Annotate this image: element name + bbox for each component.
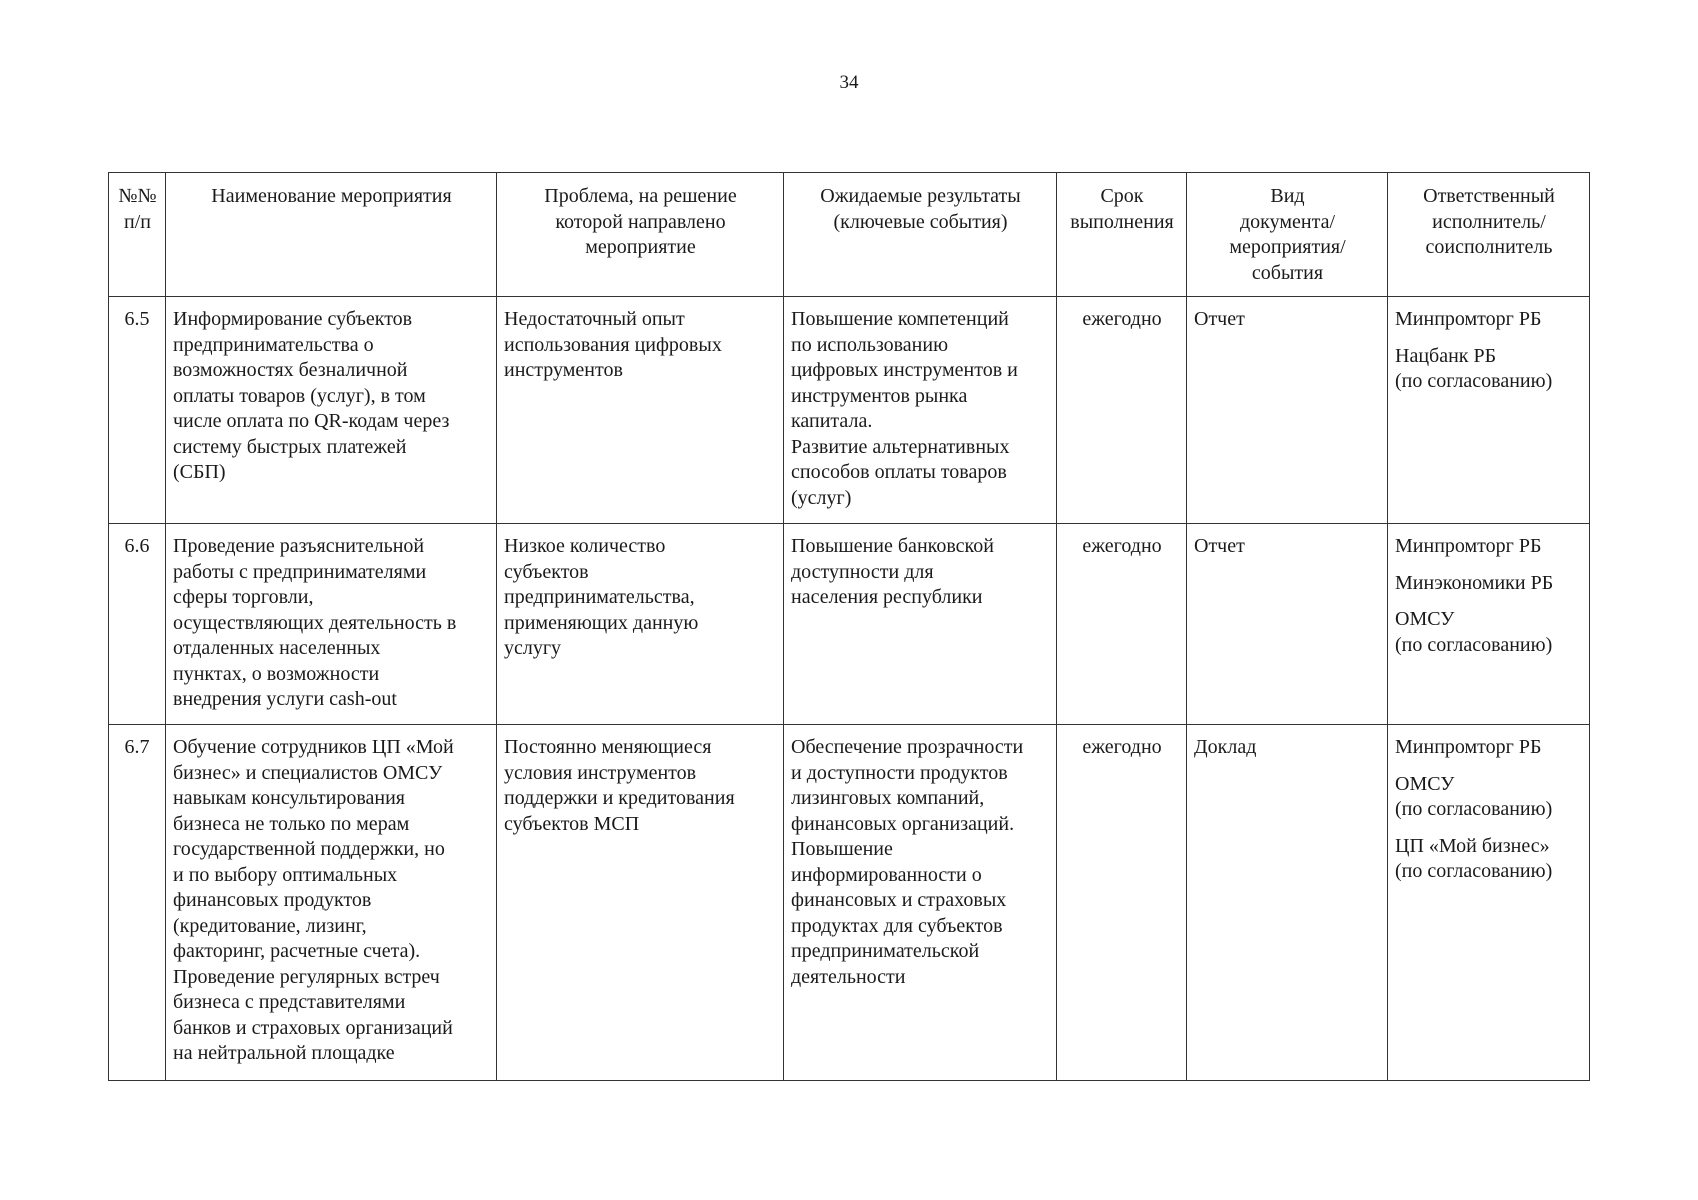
header-problem — [497, 173, 784, 297]
text-line: инструментов рынка — [791, 384, 968, 407]
row-number: 6.5 — [109, 297, 166, 524]
text-line: субъектов МСП — [504, 812, 640, 835]
text-line: исполнитель/ — [1432, 210, 1546, 233]
executor-entry — [1395, 607, 1583, 658]
text-line: способов оплаты товаров — [791, 461, 1007, 483]
text-line: соисполнитель — [1425, 236, 1553, 258]
text-line: использования цифровых — [504, 333, 722, 356]
executor-line: Нацбанк РБ — [1395, 344, 1497, 367]
text-line: (услуг) — [791, 486, 852, 509]
header-num — [109, 173, 166, 297]
text-line: выполнения — [1070, 210, 1174, 233]
document-type: Доклад — [1187, 725, 1388, 1081]
text-line: оплаты товаров (услуг), в том — [173, 384, 426, 407]
text-line: документа/ — [1240, 210, 1335, 233]
text-line: бизнес» и специалистов ОМСУ — [173, 761, 443, 784]
executor-entry — [1395, 344, 1583, 395]
deadline: ежегодно — [1057, 524, 1187, 725]
executor-entry — [1395, 307, 1583, 333]
text-line: услугу — [504, 637, 562, 659]
text-line: Низкое количество — [504, 535, 666, 557]
text-line: мероприятия/ — [1229, 236, 1346, 258]
measures-table — [108, 172, 1590, 1081]
executor-line: (по согласованию) — [1395, 633, 1553, 656]
text-line: и по выбору оптимальных — [173, 863, 398, 886]
text-line: числе оплата по QR-кодам через — [173, 410, 450, 432]
text-line: систему быстрых платежей — [173, 435, 407, 458]
problem — [497, 297, 784, 524]
header-results — [784, 173, 1057, 297]
text-line: Проведение разъяснительной — [173, 535, 425, 557]
measure-name — [166, 725, 497, 1081]
text-line: продуктах для субъектов — [791, 914, 1003, 937]
executor-line: Минпромторг РБ — [1395, 736, 1542, 758]
text-line: Повышение компетенций — [791, 308, 1009, 330]
text-line: банков и страховых организаций — [173, 1016, 453, 1039]
measure-name — [166, 297, 497, 524]
text-line: инструментов — [504, 359, 623, 381]
text-line: Обеспечение прозрачности — [791, 736, 1024, 758]
text-line: работы с предпринимателями — [173, 560, 427, 583]
problem — [497, 524, 784, 725]
expected-results — [784, 725, 1057, 1081]
text-line: Ожидаемые результаты — [820, 185, 1021, 207]
text-line: государственной поддержки, но — [173, 838, 445, 860]
text-line: Срок — [1100, 185, 1144, 207]
text-line: лизинговых компаний, — [791, 787, 985, 809]
text-line: по использованию — [791, 333, 949, 356]
text-line: возможностях безналичной — [173, 359, 408, 381]
header-doc-type — [1187, 173, 1388, 297]
text-line: Обучение сотрудников ЦП «Мой — [173, 736, 454, 758]
executor-line: ОМСУ — [1395, 608, 1455, 630]
row-number: 6.6 — [109, 524, 166, 725]
text-line: Постоянно меняющиеся — [504, 736, 712, 758]
text-line: населения республики — [791, 586, 983, 608]
executors — [1388, 725, 1590, 1081]
text-line: финансовых и страховых — [791, 889, 1007, 911]
text-line: Проблема, на решение — [544, 185, 737, 207]
executor-line: Минэкономики РБ — [1395, 571, 1554, 594]
deadline: ежегодно — [1057, 297, 1187, 524]
text-line: Повышение банковской — [791, 535, 994, 557]
executors — [1388, 524, 1590, 725]
text-line: мероприятие — [585, 236, 696, 258]
expected-results — [784, 524, 1057, 725]
table-row — [109, 524, 1590, 725]
text-line: (СБП) — [173, 461, 226, 483]
text-line: и доступности продуктов — [791, 761, 1008, 784]
expected-results — [784, 297, 1057, 524]
executors — [1388, 297, 1590, 524]
text-line: Наименование мероприятия — [211, 185, 452, 207]
header-executor — [1388, 173, 1590, 297]
executor-line: ЦП «Мой бизнес» — [1395, 834, 1550, 857]
row-number: 6.7 — [109, 725, 166, 1081]
executor-entry — [1395, 834, 1583, 885]
text-line: бизнеса не только по мерам — [173, 812, 410, 835]
text-line: пунктах, о возможности — [173, 662, 380, 685]
executor-line: (по согласованию) — [1395, 370, 1553, 392]
text-line: Вид — [1270, 185, 1305, 207]
executor-entry — [1395, 571, 1583, 597]
document-type: Отчет — [1187, 524, 1388, 725]
text-line: капитала. — [791, 410, 873, 432]
text-line: Повышение — [791, 838, 893, 860]
text-line: доступности для — [791, 560, 934, 583]
executor-line: (по согласованию) — [1395, 798, 1553, 820]
text-line: на нейтральной площадке — [173, 1042, 395, 1064]
table-header-row — [109, 173, 1590, 297]
text-line: Развитие альтернативных — [791, 435, 1010, 458]
text-line: субъектов — [504, 560, 589, 583]
deadline: ежегодно — [1057, 725, 1187, 1081]
header-name — [166, 173, 497, 297]
page-number: 34 — [839, 72, 859, 93]
text-line: (ключевые события) — [833, 210, 1008, 233]
header-deadline — [1057, 173, 1187, 297]
text-line: №№ — [118, 185, 157, 207]
text-line: финансовых продуктов — [173, 889, 372, 911]
executor-line: ОМСУ — [1395, 772, 1455, 795]
table-row — [109, 725, 1590, 1081]
text-line: события — [1251, 261, 1324, 284]
text-line: Информирование субъектов — [173, 308, 413, 330]
executor-line: Минпромторг РБ — [1395, 535, 1542, 557]
text-line: п/п — [124, 210, 151, 233]
text-line: предпринимательства о — [173, 333, 374, 356]
text-line: внедрения услуги cash-out — [173, 688, 397, 710]
text-line: отдаленных населенных — [173, 637, 381, 659]
executor-line: (по согласованию) — [1395, 860, 1553, 882]
text-line: (кредитование, лизинг, — [173, 914, 367, 937]
text-line: предпринимательской — [791, 940, 980, 962]
text-line: Недостаточный опыт — [504, 308, 685, 330]
text-line: применяющих данную — [504, 611, 699, 634]
text-line: сферы торговли, — [173, 586, 314, 608]
text-line: информированности о — [791, 863, 982, 886]
text-line: которой направлено — [555, 210, 726, 233]
text-line: бизнеса с представителями — [173, 991, 406, 1013]
text-line: Ответственный — [1423, 185, 1555, 207]
text-line: деятельности — [791, 965, 906, 988]
text-line: осуществляющих деятельность в — [173, 611, 457, 634]
text-line: предпринимательства, — [504, 586, 695, 608]
document-type: Отчет — [1187, 297, 1388, 524]
problem — [497, 725, 784, 1081]
text-line: поддержки и кредитования — [504, 787, 735, 809]
executor-entry — [1395, 534, 1583, 560]
executor-entry — [1395, 735, 1583, 761]
executor-line: Минпромторг РБ — [1395, 308, 1542, 330]
executor-entry — [1395, 772, 1583, 823]
text-line: факторинг, расчетные счета). — [173, 940, 421, 962]
text-line: Проведение регулярных встреч — [173, 965, 440, 988]
text-line: навыкам консультирования — [173, 787, 405, 809]
text-line: цифровых инструментов и — [791, 359, 1018, 381]
table-row — [109, 297, 1590, 524]
measure-name — [166, 524, 497, 725]
text-line: условия инструментов — [504, 761, 697, 784]
text-line: финансовых организаций. — [791, 812, 1015, 835]
